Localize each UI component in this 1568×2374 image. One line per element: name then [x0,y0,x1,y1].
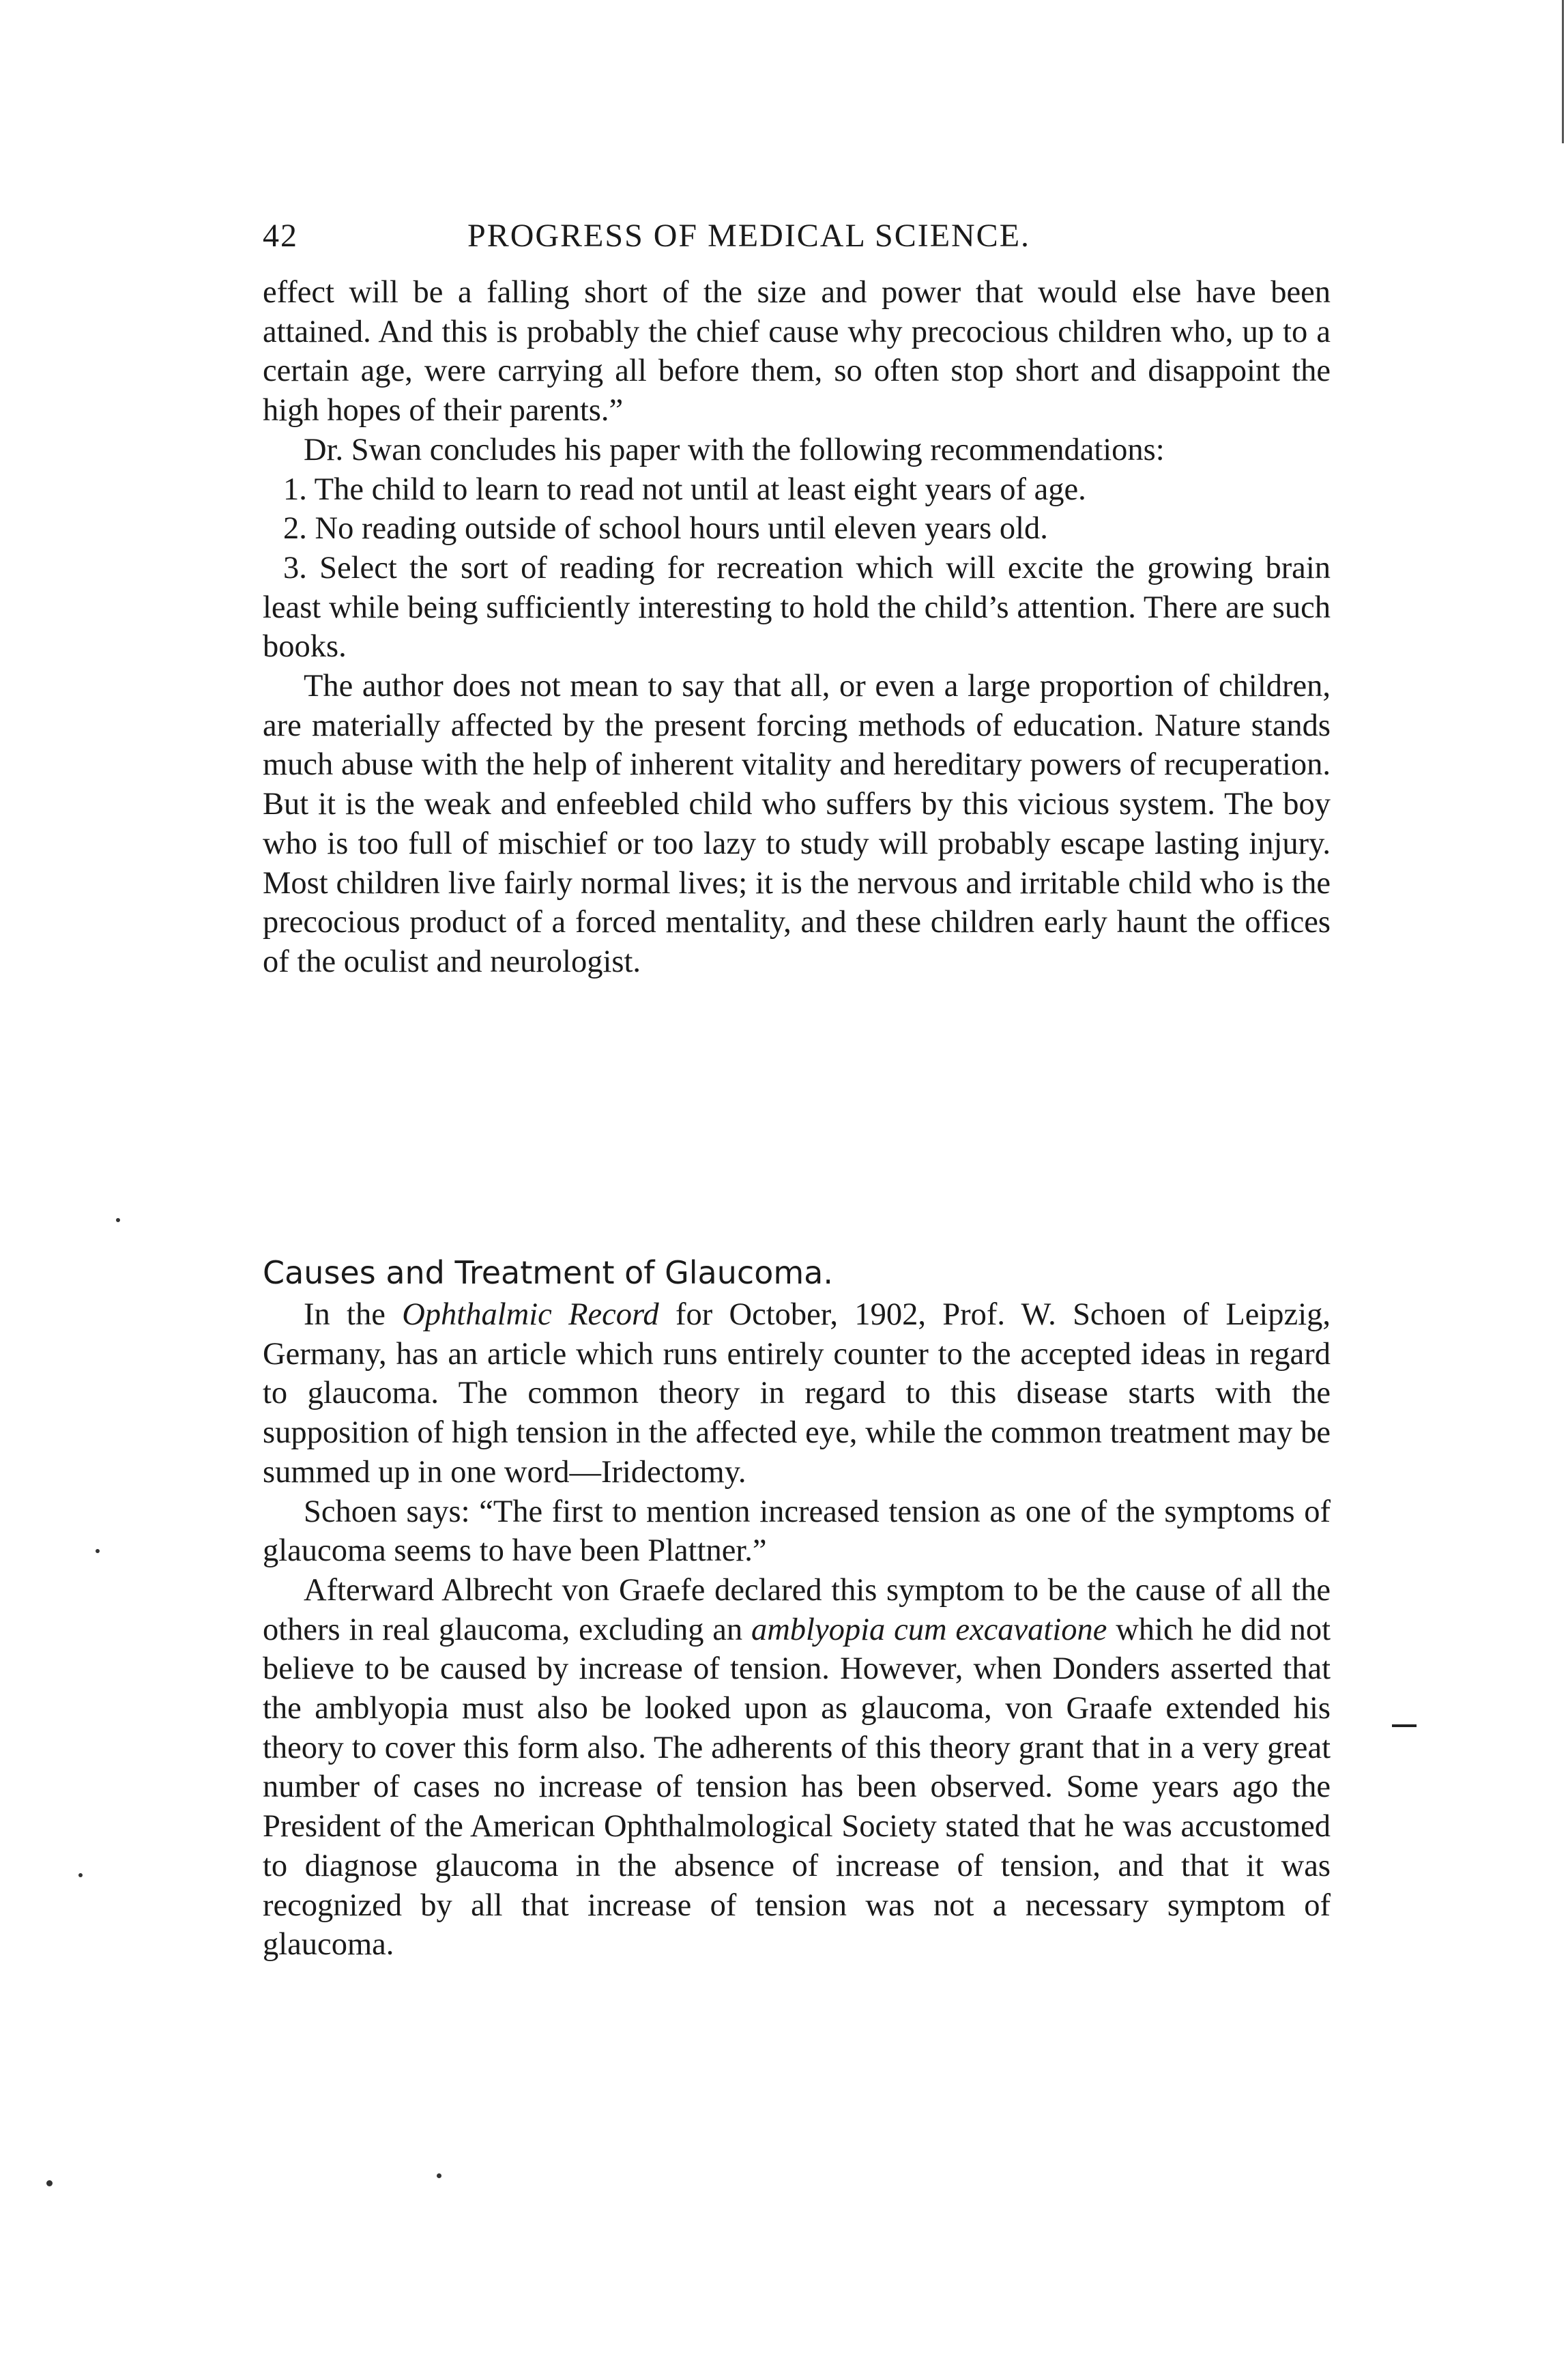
paragraph-text: which he did not believe to be caused by increase of tension. However, when Donders asserted that the amblyopia must also be looked upon as glaucoma, von Graafe extended his theory to cover this form also. The adherents of this theory grant that in a very great number of cases no increase of tension has been observed. Some years ago the President of the American Ophthalmological Society stated that he was accustomed to diagnose glaucoma in the absence of increase of tension, and that it was recognized by all that increase of tension was not a necessary symptom of glaucoma. [263,1612,1331,1963]
paragraph-text: Afterward Albrecht von Graefe declared this symptom to be the cause of all the others in real glaucoma, excluding an [263,1572,1331,1647]
page-edge-line [1562,0,1564,143]
recommendation-item-3: 3. Select the sort of reading for recreation which will excite the growing brain least while being sufficiently interesting to hold the child’s attention. There are such books. [263,550,1331,665]
paragraph-text: In the [304,1297,403,1332]
paragraph-schoen-article [263,1295,1331,1492]
journal-title: Ophthalmic Record [402,1297,659,1332]
print-speck [437,2173,441,2178]
margin-mark [1392,1724,1417,1727]
print-speck [78,1873,83,1877]
section-heading: Causes and Treatment of Glaucoma. [263,1254,833,1291]
paragraph-recommendations-intro: Dr. Swan concludes his paper with the following recommendations: [304,432,1165,467]
recommendation-item-2: 2. No reading outside of school hours until eleven years old. [283,511,1048,547]
print-speck [96,1549,100,1553]
running-header [263,217,1327,258]
latin-term: amblyopia cum excavatione [751,1612,1107,1647]
recommendation-item-1: 1. The child to learn to read not until at least eight years of age. [283,472,1086,507]
page-number: 42 [263,218,298,254]
running-title: PROGRESS OF MEDICAL SCIENCE. [467,218,1031,254]
paragraph-schoen-quote: Schoen says: “The first to mention increased tension as one of the symptoms of glaucoma seems to have been Plattner.” [263,1494,1331,1569]
print-speck [116,1218,120,1222]
paragraph-text: for October, 1902, Prof. W. Schoen of Leipzig, Germany, has an article which runs entirely counter to the accepted ideas in regard to glaucoma. The common theory in regard to this disease starts with the supposition of high tension in the affected eye, while the common treatment may be summed up in one word—Iridectomy. [263,1297,1331,1490]
paragraph-graefe-history [263,1571,1331,1965]
paragraph-continuation: effect will be a falling short of the size and power that would else have been attained. And this is probably the chief cause why precocious children who, up to a certain age, were carrying all before them, so often stop short and disappoint the high hopes of their parents.” [263,275,1331,429]
body-text-block-2 [263,1295,1331,1965]
body-text-block-1 [263,273,1331,982]
print-speck [46,2180,53,2186]
paragraph-author-comment: The author does not mean to say that all, or even a large proportion of children, are materially affected by the present forcing methods of education. Nature stands much abuse with the help of inherent vitality and hereditary powers of recuperation. But it is the weak and enfeebled child who suffers by this vicious system. The boy who is too full of mischief or too lazy to study will probably escape lasting injury. Most children live fairly normal lives; it is the nervous and irritable child who is the precocious product of a forced mentality, and these children early haunt the offices of the oculist and neurologist. [263,669,1331,979]
